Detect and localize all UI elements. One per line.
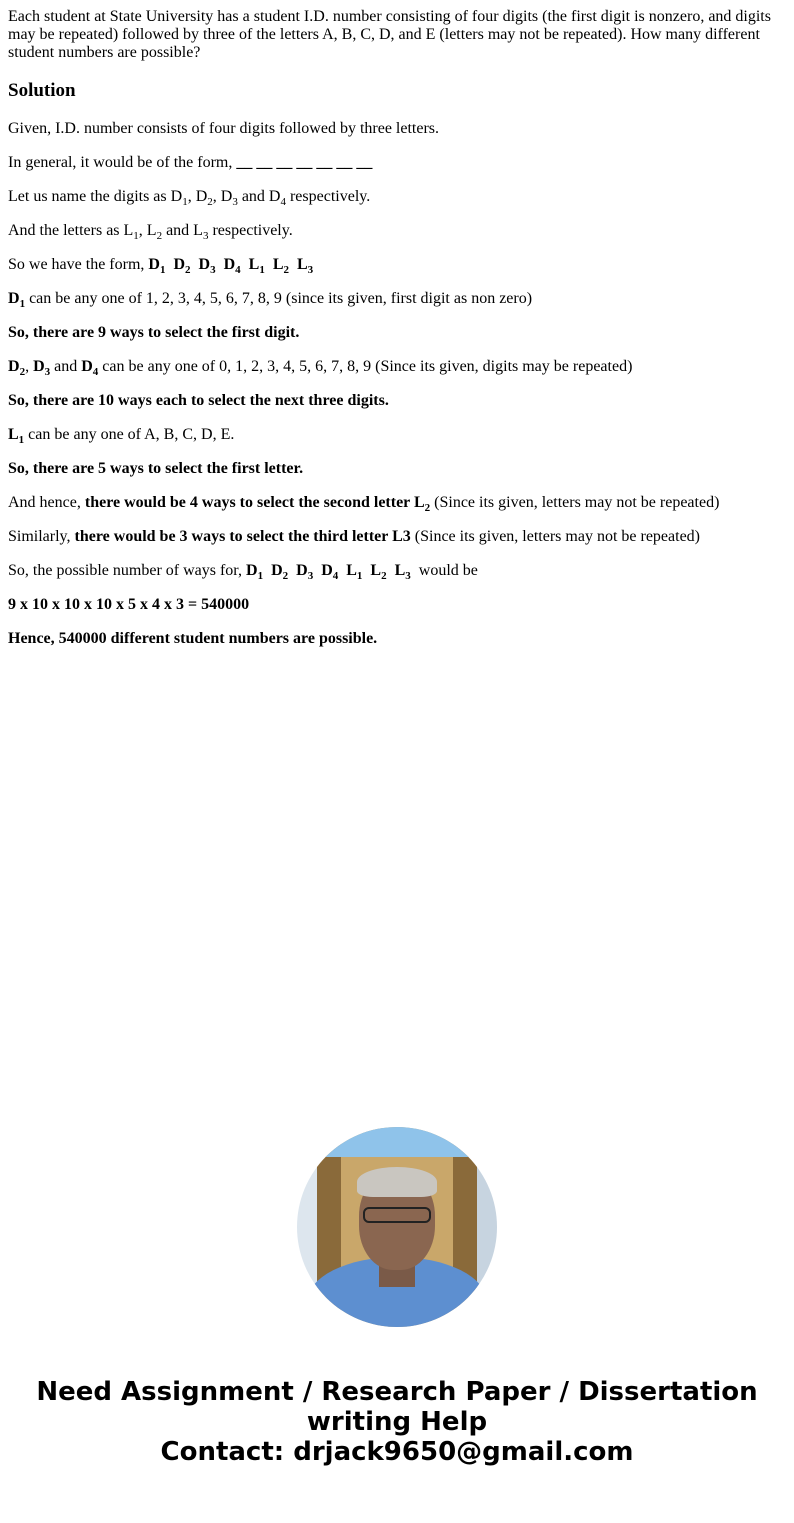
text-segment: L xyxy=(240,256,260,273)
text-segment: , xyxy=(25,358,34,375)
subscript: 4 xyxy=(280,196,286,208)
footer-line-1: Need Assignment / Research Paper / Dissertation xyxy=(36,1377,758,1407)
text-segment: So, the possible number of ways for, xyxy=(8,562,246,579)
text-segment: D xyxy=(313,562,333,579)
text-segment: and xyxy=(50,358,82,375)
text-segment: And hence, xyxy=(8,494,85,511)
subscript: 2 xyxy=(282,570,289,582)
solution-paragraph xyxy=(8,324,786,342)
text-segment: would be xyxy=(410,562,478,579)
subscript: 1 xyxy=(19,298,26,310)
solution-paragraph xyxy=(8,392,786,410)
text-segment: (Since its given, letters may not be repeated) xyxy=(430,494,720,511)
text-segment: D xyxy=(8,358,20,375)
subscript: 4 xyxy=(92,366,99,378)
solution-paragraph xyxy=(8,596,786,614)
text-segment: 9 x 10 x 10 x 10 x 5 x 4 x 3 = 540000 xyxy=(8,596,250,613)
text-segment: there would be 4 ways to select the second letter L xyxy=(84,494,425,511)
subscript: 1 xyxy=(356,570,363,582)
text-segment: In general, it would be of the form, xyxy=(8,154,237,171)
text-segment: So, there are 10 ways each to select the next three digits. xyxy=(8,392,389,409)
text-segment: and D xyxy=(237,188,281,205)
text-segment: D xyxy=(81,358,93,375)
subscript: 1 xyxy=(159,264,166,276)
text-segment: __ __ __ __ __ __ __ xyxy=(236,154,373,171)
author-photo xyxy=(297,1127,497,1327)
subscript: 2 xyxy=(19,366,26,378)
text-segment: D xyxy=(190,256,211,273)
text-segment: , D xyxy=(212,188,233,205)
text-segment: L xyxy=(386,562,406,579)
subscript: 3 xyxy=(405,570,411,582)
text-segment: , D xyxy=(187,188,208,205)
solution-paragraph xyxy=(8,562,786,580)
subscript: 1 xyxy=(18,434,25,446)
text-segment: So, there are 9 ways to select the first digit. xyxy=(8,324,300,341)
text-segment: and L xyxy=(162,222,203,239)
subscript: 3 xyxy=(307,570,314,582)
footer-line-3: Contact: drjack9650@gmail.com xyxy=(160,1437,634,1467)
text-segment: L xyxy=(264,256,284,273)
subscript: 1 xyxy=(257,570,264,582)
text-segment: D xyxy=(148,256,160,273)
subscript: 4 xyxy=(332,570,339,582)
text-segment: D xyxy=(263,562,283,579)
subscript: 3 xyxy=(307,264,314,276)
text-segment: So, there are 5 ways to select the first letter. xyxy=(8,460,304,477)
text-segment: , L xyxy=(138,222,157,239)
solution-paragraph xyxy=(8,120,786,138)
footer-line-2: writing Help xyxy=(306,1407,488,1437)
text-segment: L xyxy=(8,426,19,443)
text-segment: there would be 3 ways to select the third letter L3 xyxy=(74,528,411,545)
text-segment: D xyxy=(8,290,20,307)
text-segment: respectively. xyxy=(285,188,371,205)
question-text: Each student at State University has a student I.D. number consisting of four digits (the first digit is nonzero, and digits may be repeated) followed by three of the letters A, B, C, D, and E (letters may not be repeated). How many different student numbers are possible? xyxy=(8,8,771,61)
subscript: 1 xyxy=(259,264,265,276)
solution-paragraph xyxy=(8,290,786,308)
text-segment: can be any one of A, B, C, D, E. xyxy=(24,426,235,443)
text-segment: L xyxy=(338,562,357,579)
subscript: 2 xyxy=(283,264,289,276)
subscript: 2 xyxy=(156,230,163,242)
text-segment: can be any one of 1, 2, 3, 4, 5, 6, 7, 8, 9 (since its given, first digit as non zero) xyxy=(25,290,533,307)
text-segment: D xyxy=(246,562,258,579)
subscript: 2 xyxy=(185,264,191,276)
solution-paragraph xyxy=(8,222,786,240)
subscript: 3 xyxy=(210,264,216,276)
text-segment: D xyxy=(33,358,45,375)
text-segment: can be any one of 0, 1, 2, 3, 4, 5, 6, 7, 8, 9 (Since its given, digits may be repeated) xyxy=(98,358,633,375)
text-segment: And the letters as L xyxy=(8,222,134,239)
solution-paragraph xyxy=(8,494,786,512)
solution-paragraph xyxy=(8,188,786,206)
subscript: 2 xyxy=(207,196,213,208)
text-segment: Hence, 540000 different student numbers are possible. xyxy=(8,630,378,647)
subscript: 4 xyxy=(235,264,241,276)
subscript: 3 xyxy=(202,230,209,242)
text-segment: So we have the form, xyxy=(8,256,149,273)
text-segment: D xyxy=(165,256,186,273)
solution-paragraph xyxy=(8,528,786,546)
text-segment: Let us name the digits as D xyxy=(8,188,183,205)
solution-paragraph xyxy=(8,358,786,376)
text-segment: L xyxy=(289,256,308,273)
blank-space xyxy=(8,664,786,1127)
solution-paragraph xyxy=(8,426,786,444)
subscript: 2 xyxy=(424,502,431,514)
subscript: 3 xyxy=(44,366,51,378)
solution-paragraph xyxy=(8,256,786,274)
solution-body xyxy=(8,120,786,648)
text-segment: D xyxy=(215,256,236,273)
text-segment: L xyxy=(362,562,382,579)
solution-heading: Solution xyxy=(8,80,76,101)
text-segment: (Since its given, letters may not be repeated) xyxy=(410,528,700,545)
subscript: 2 xyxy=(381,570,387,582)
text-segment: respectively. xyxy=(208,222,293,239)
text-segment: Similarly, xyxy=(8,528,75,545)
text-segment: D xyxy=(288,562,308,579)
solution-paragraph xyxy=(8,630,786,648)
solution-paragraph xyxy=(8,460,786,478)
subscript: 1 xyxy=(182,196,188,208)
contact-footer xyxy=(8,1377,786,1467)
text-segment: Given, I.D. number consists of four digits followed by three letters. xyxy=(8,120,440,137)
solution-paragraph xyxy=(8,154,786,172)
subscript: 3 xyxy=(232,196,238,208)
subscript: 1 xyxy=(133,230,139,242)
